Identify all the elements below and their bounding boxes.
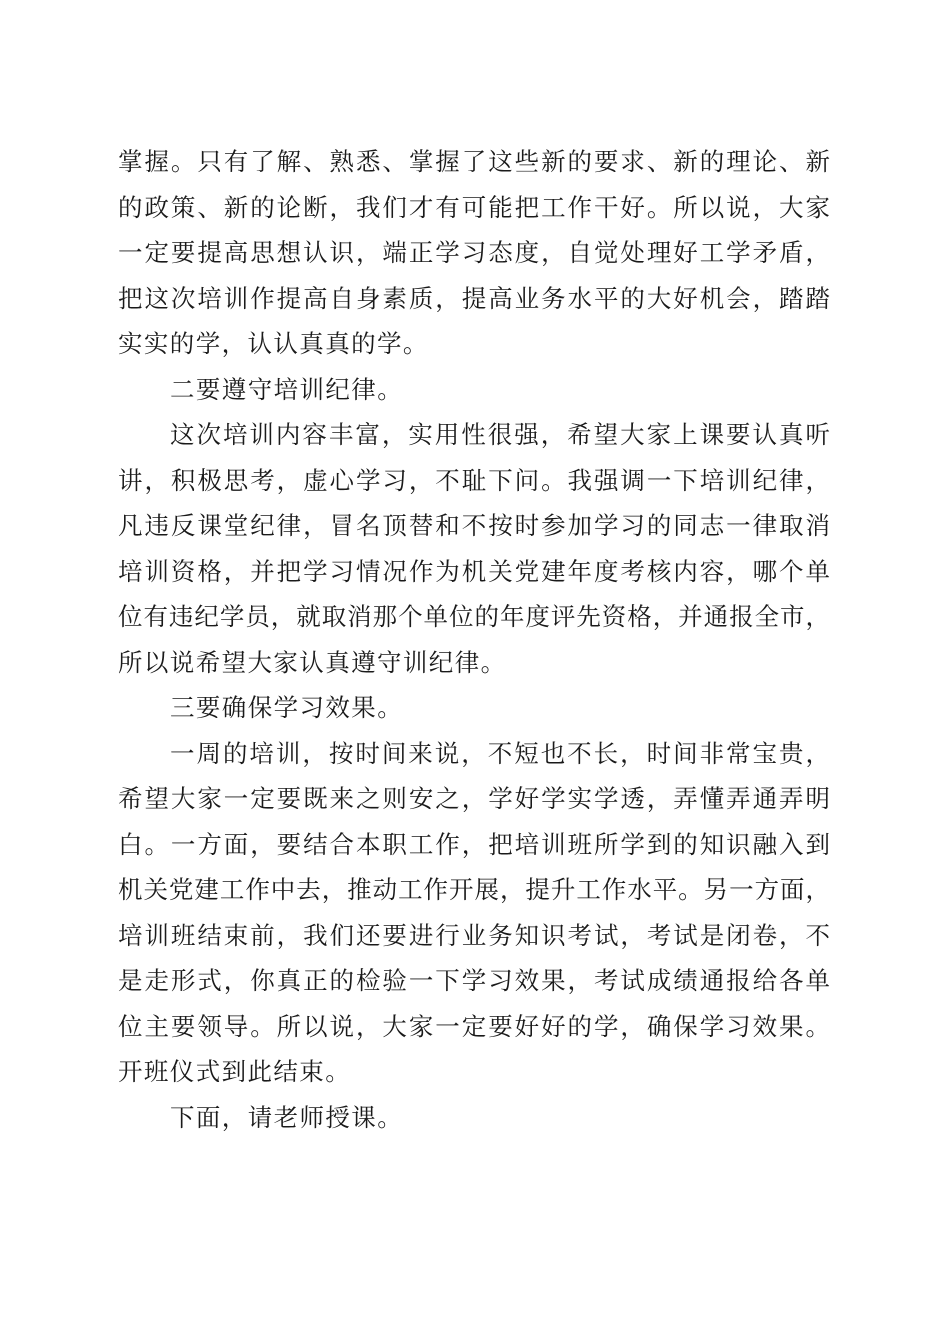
text-line: 培训资格，并把学习情况作为机关党建年度考核内容，哪个单 xyxy=(118,556,830,586)
text-line: 下面，请老师授课。 xyxy=(170,1102,404,1132)
text-line: 开班仪式到此结束。 xyxy=(118,1057,352,1086)
text-line: 是走形式，你真正的检验一下学习效果，考试成绩通报给各单 xyxy=(118,966,830,995)
text-line: 二要遵守培训纪律。 xyxy=(170,374,404,404)
text-line: 实实的学，认认真真的学。 xyxy=(118,329,429,358)
text-line: 希望大家一定要既来之则安之，学好学实学透，弄懂弄通弄明 xyxy=(118,784,830,813)
text-line: 凡违反课堂纪律，冒名顶替和不按时参加学习的同志一律取消 xyxy=(118,511,830,540)
document-body xyxy=(118,139,830,1140)
text-line: 白。一方面，要结合本职工作，把培训班所学到的知识融入到 xyxy=(118,829,830,859)
text-line: 这次培训内容丰富，实用性很强，希望大家上课要认真听 xyxy=(170,420,830,449)
text-line: 一周的培训，按时间来说，不短也不长，时间非常宝贵， xyxy=(170,738,830,768)
text-line: 掌握。只有了解、熟悉、掌握了这些新的要求、新的理论、新 xyxy=(118,147,830,176)
text-line: 所以说希望大家认真遵守训纪律。 xyxy=(118,647,507,677)
text-line: 机关党建工作中去，推动工作开展，提升工作水平。另一方面， xyxy=(118,875,830,904)
text-line: 把这次培训作提高自身素质，提高业务水平的大好机会，踏踏 xyxy=(118,283,830,313)
text-line: 三要确保学习效果。 xyxy=(170,693,404,722)
text-line: 位有违纪学员，就取消那个单位的年度评先资格，并通报全市， xyxy=(118,602,830,631)
text-line: 一定要提高思想认识，端正学习态度，自觉处理好工学矛盾， xyxy=(118,238,830,267)
text-line: 讲，积极思考，虚心学习，不耻下问。我强调一下培训纪律， xyxy=(118,465,830,495)
text-line: 的政策、新的论断，我们才有可能把工作干好。所以说，大家 xyxy=(118,192,830,222)
text-line: 位主要领导。所以说，大家一定要好好的学，确保学习效果。 xyxy=(118,1011,830,1041)
text-line: 培训班结束前，我们还要进行业务知识考试，考试是闭卷，不 xyxy=(118,920,830,950)
